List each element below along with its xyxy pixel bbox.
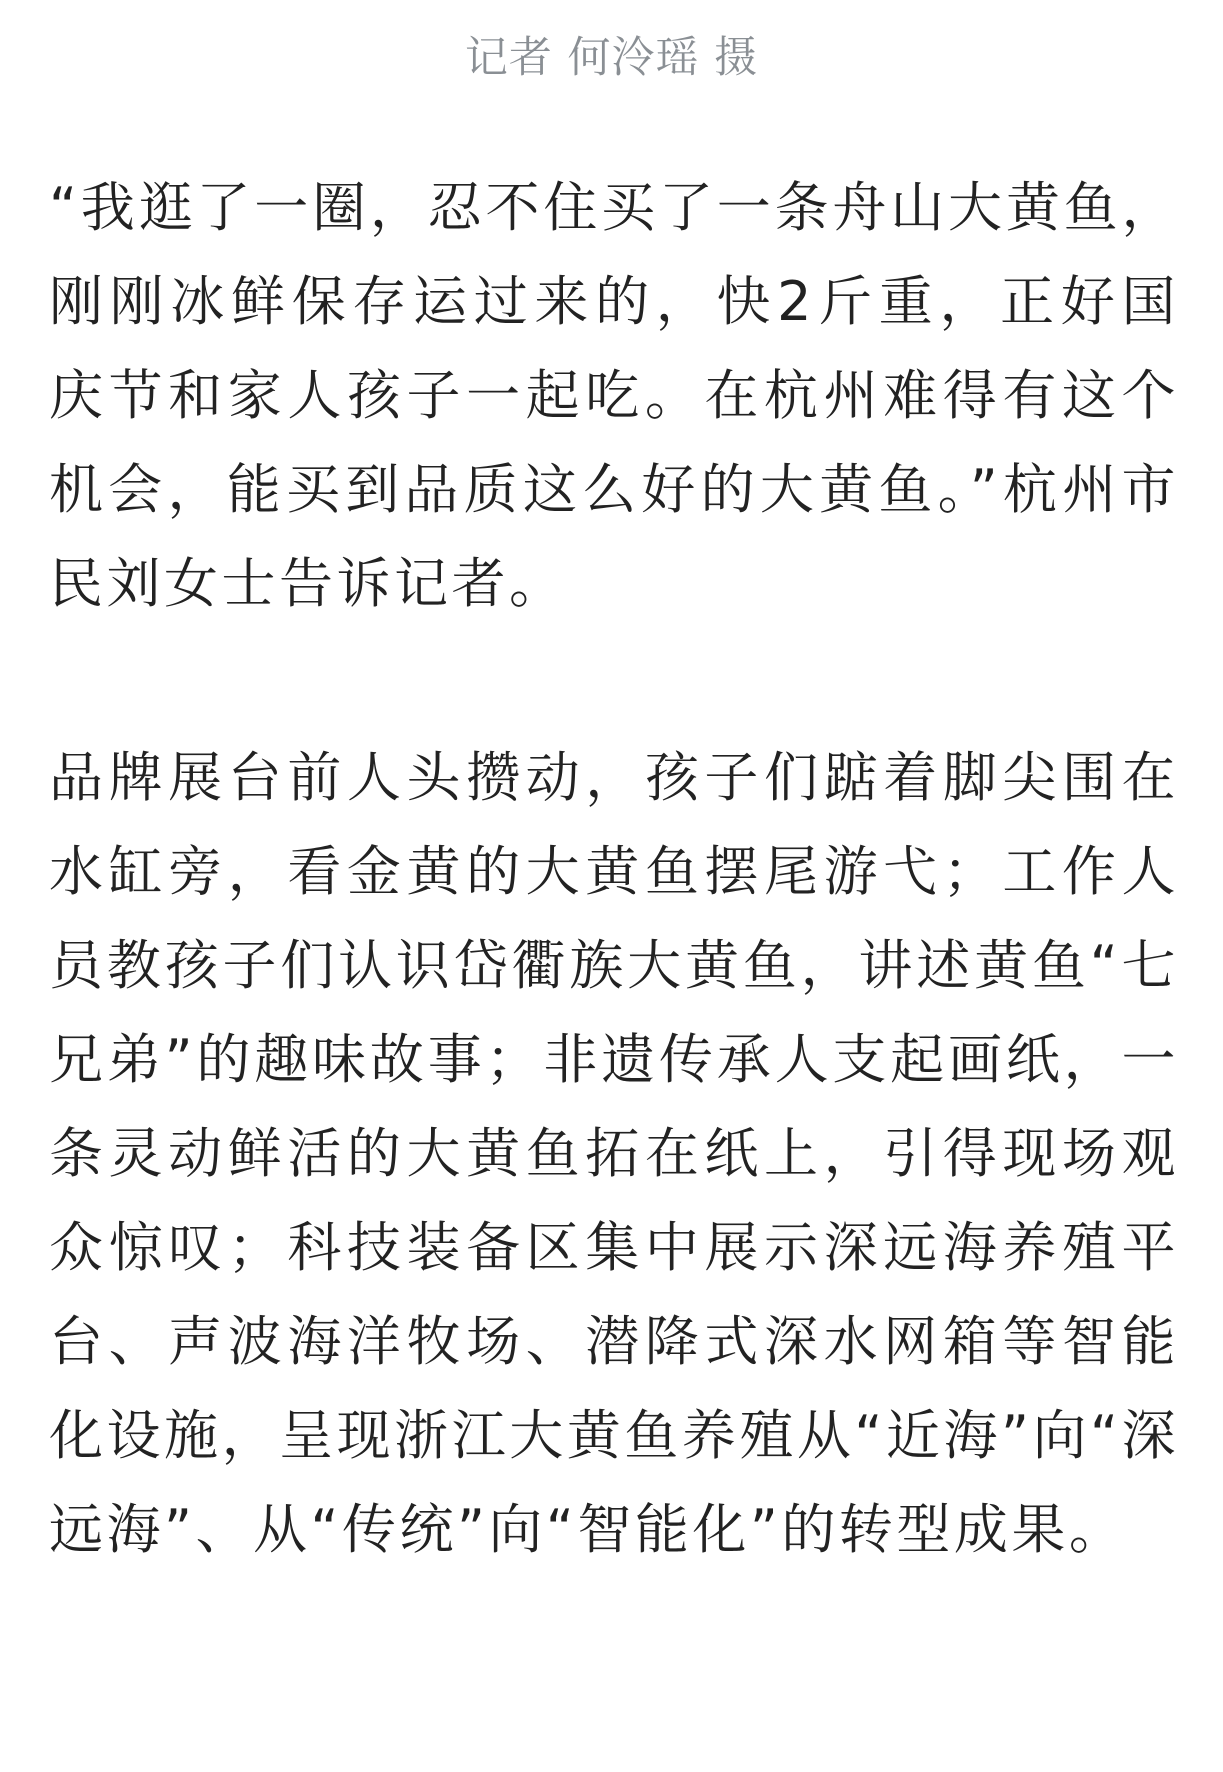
paragraph-1: “我逛了一圈，忍不住买了一条舟山大黄鱼，刚刚冰鲜保存运过来的，快2斤重，正好国庆节和家人孩子一起吃。在杭州难得有这个机会，能买到品质这么好的大黄鱼。”杭州市民刘女士告诉记者。 (49, 176, 1179, 615)
paragraph-2: 品牌展台前人头攒动，孩子们踮着脚尖围在水缸旁，看金黄的大黄鱼摆尾游弋；工作人员教孩子们认识岱衢族大黄鱼，讲述黄鱼“七兄弟”的趣味故事；非遗传承人支起画纸，一条灵动鲜活的大黄鱼拓在纸上，引得现场观众惊叹；科技装备区集中展示深远海养殖平台、声波海洋牧场、潜降式深水网箱等智能化设施，呈现浙江大黄鱼养殖从“近海”向“深远海”、从“传统”向“智能化”的转型成果。 (49, 746, 1179, 1561)
photo-caption: 记者 何泠瑶 摄 (464, 33, 759, 83)
